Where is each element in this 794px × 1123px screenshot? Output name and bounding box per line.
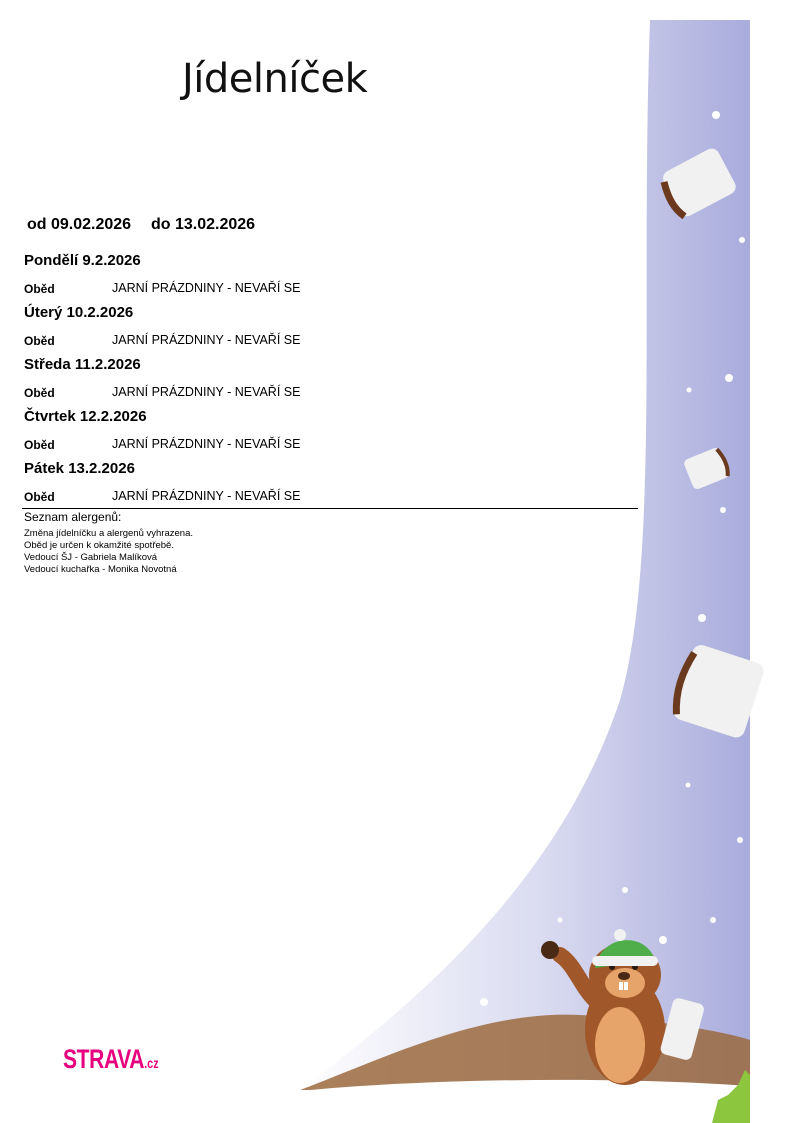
logo-main: STRAVA (63, 1044, 145, 1074)
logo-suffix: .cz (144, 1055, 159, 1071)
note-menu-change: Změna jídelníčku a alergenů vyhrazena. (24, 528, 193, 539)
meal-type-friday: Oběd (24, 490, 55, 504)
day-title-monday: Pondělí 9.2.2026 (24, 252, 141, 269)
allergens-label: Seznam alergenů: (24, 510, 122, 524)
meal-type-thursday: Oběd (24, 438, 55, 452)
note-immediate-consumption: Oběd je určen k okamžité spotřebě. (24, 540, 174, 551)
day-title-friday: Pátek 13.2.2026 (24, 460, 135, 477)
meal-type-monday: Oběd (24, 282, 55, 296)
day-title-thursday: Čtvrtek 12.2.2026 (24, 408, 147, 425)
page-title: Jídelníček (182, 56, 368, 102)
note-head-cook: Vedoucí kuchařka - Monika Novotná (24, 564, 177, 575)
meal-type-wednesday: Oběd (24, 386, 55, 400)
divider-line (22, 508, 638, 509)
meal-text-tuesday: JARNÍ PRÁZDNINY - NEVAŘÍ SE (112, 333, 301, 347)
meal-text-friday: JARNÍ PRÁZDNINY - NEVAŘÍ SE (112, 489, 301, 503)
day-title-wednesday: Středa 11.2.2026 (24, 356, 141, 373)
meal-text-monday: JARNÍ PRÁZDNINY - NEVAŘÍ SE (112, 281, 301, 295)
date-range-from: od 09.02.2026 (27, 216, 132, 233)
date-range-to: do 13.02.2026 (151, 216, 256, 233)
note-canteen-head: Vedoucí ŠJ - Gabriela Malíková (24, 552, 158, 563)
strava-logo (63, 1044, 159, 1075)
day-title-tuesday: Úterý 10.2.2026 (24, 304, 134, 321)
meal-text-wednesday: JARNÍ PRÁZDNINY - NEVAŘÍ SE (112, 385, 301, 399)
meal-text-thursday: JARNÍ PRÁZDNINY - NEVAŘÍ SE (112, 437, 301, 451)
meal-type-tuesday: Oběd (24, 334, 55, 348)
